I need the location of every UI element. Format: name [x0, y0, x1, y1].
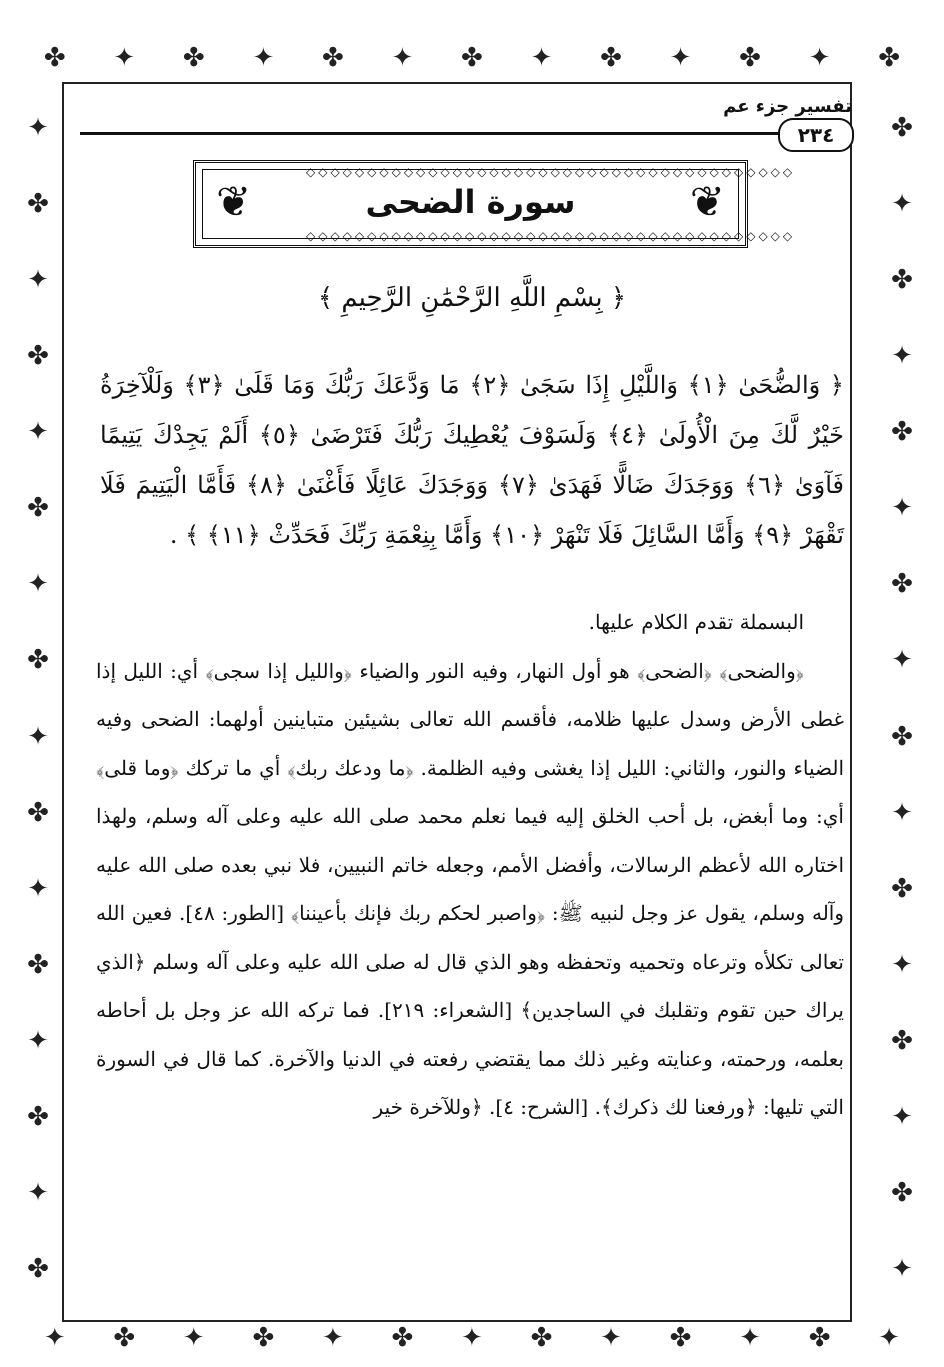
flower-ornament-icon: ✤ [891, 417, 913, 448]
flower-ornament-icon: ✤ [27, 797, 49, 828]
flower-ornament-icon: ✤ [878, 43, 901, 73]
basmala: ﴿ بِسْمِ اللَّهِ الرَّحْمَٰنِ الرَّحِيمِ ﴾ [317, 283, 627, 313]
surah-title: سورة الضحى [365, 183, 576, 221]
flower-ornament-icon: ✦ [891, 1101, 913, 1132]
flower-ornament-icon: ✤ [27, 189, 49, 220]
flower-ornament-icon: ✦ [530, 43, 553, 73]
chain-ornament-icon: ◇◇◇◇◇◇◇◇◇◇◇◇◇◇◇◇◇◇◇◇◇◇◇◇◇◇◇◇◇◇◇◇◇◇◇◇◇◇◇◇ [306, 229, 796, 243]
flower-ornament-icon: ✤ [252, 1323, 275, 1353]
chain-ornament-icon: ◇◇◇◇◇◇◇◇◇◇◇◇◇◇◇◇◇◇◇◇◇◇◇◇◇◇◇◇◇◇◇◇◇◇◇◇◇◇◇◇ [306, 165, 796, 179]
flower-ornament-icon: ✤ [27, 493, 49, 524]
flower-ornament-icon: ✤ [891, 1025, 913, 1056]
flower-ornament-icon: ✦ [391, 43, 414, 73]
flower-ornament-icon: ✤ [27, 949, 49, 980]
flower-ornament-icon: ✤ [27, 341, 49, 372]
flower-ornament-icon: ✦ [27, 873, 49, 904]
flower-ornament-icon: ✤ [808, 1323, 831, 1353]
flower-ornament-icon: ✤ [113, 1323, 136, 1353]
flower-ornament-icon: ✤ [182, 43, 205, 73]
flower-ornament-icon: ✤ [321, 43, 344, 73]
flower-ornament-icon: ✦ [739, 1323, 761, 1353]
flower-ornament-icon: ✦ [182, 1323, 205, 1353]
flower-ornament-icon: ✤ [27, 645, 49, 676]
flower-ornament-icon: ✦ [891, 1253, 913, 1284]
flower-ornament-icon: ✤ [43, 43, 66, 73]
flower-ornament-icon: ✤ [891, 1177, 913, 1208]
flower-ornament-icon: ✤ [891, 569, 913, 600]
flower-ornament-icon: ✦ [891, 949, 913, 980]
flower-ornament-icon: ✤ [891, 113, 913, 144]
flower-ornament-icon: ✦ [891, 189, 913, 220]
flower-ornament-icon: ✦ [891, 341, 913, 372]
flower-ornament-icon: ✦ [27, 417, 49, 448]
flower-ornament-icon: ✤ [530, 1323, 553, 1353]
flower-ornament-icon: ✦ [600, 1323, 622, 1353]
flower-ornament-icon: ✦ [27, 1177, 49, 1208]
quran-verses: ﴿ وَالضُّحَىٰ ﴿١﴾ وَاللَّيْلِ إِذَا سَجَىٰ ﴿٢﴾ مَا وَدَّعَكَ رَبُّكَ وَمَا قَلَىٰ ﴿٣﴾ وَلَلْآخِرَةُ خَيْرٌ لَّكَ مِنَ الْأُولَىٰ ﴿٤﴾ وَلَسَوْفَ يُعْطِيكَ رَبُّكَ فَتَرْضَىٰ ﴿٥﴾ أَلَمْ يَجِدْكَ يَتِيمًا فَآوَىٰ ﴿٦﴾ وَوَجَدَكَ ضَالًّا فَهَدَىٰ ﴿٧﴾ وَوَجَدَكَ عَائِلًا فَأَغْنَىٰ ﴿٨﴾ فَأَمَّا الْيَتِيمَ فَلَا تَقْهَرْ ﴿٩﴾ وَأَمَّا السَّائِلَ فَلَا تَنْهَرْ ﴿١٠﴾ وَأَمَّا بِنِعْمَةِ رَبِّكَ فَحَدِّثْ ﴿١١﴾ ﴾ . [100, 371, 845, 549]
page-number: ٢٣٤ [778, 118, 854, 152]
flower-ornament-icon: ✤ [391, 1323, 414, 1353]
flower-ornament-icon: ✦ [891, 797, 913, 828]
flower-ornament-icon: ✦ [27, 721, 49, 752]
flower-ornament-icon: ✦ [461, 1323, 483, 1353]
flower-ornament-icon: ✤ [461, 43, 483, 73]
bottom-ornament-border [20, 1318, 924, 1358]
flower-ornament-icon: ✦ [43, 1323, 66, 1353]
running-title: تفسير جزء عم [723, 96, 852, 117]
flower-ornament-icon: ✦ [321, 1323, 344, 1353]
flower-ornament-icon: ✤ [600, 43, 622, 73]
paragraph: البسملة تقدم الكلام عليها. [588, 610, 804, 634]
right-ornament-border [882, 90, 922, 1307]
flower-ornament-icon: ✤ [669, 1323, 692, 1353]
flower-ornament-icon: ✦ [27, 265, 49, 296]
flower-ornament-icon: ✤ [891, 265, 913, 296]
flower-ornament-icon: ✤ [891, 873, 913, 904]
flower-ornament-icon: ✤ [891, 721, 913, 752]
arabesque-ornament-icon: ❦ [216, 177, 252, 226]
running-header [80, 96, 852, 126]
flower-ornament-icon: ✦ [808, 43, 831, 73]
flower-ornament-icon: ✦ [878, 1323, 901, 1353]
flower-ornament-icon: ✦ [27, 569, 49, 600]
arabesque-ornament-icon: ❦ [689, 177, 725, 226]
flower-ornament-icon: ✦ [252, 43, 275, 73]
paragraph: ﴿والضحى﴾ ﴿الضحى﴾ هو أول النهار، وفيه النور والضياء ﴿والليل إذا سجى﴾ أي: الليل إذا غطى الأرض وسدل عليها ظلامه، فأقسم الله تعالى بشيئين متباينين أولهما: الضحى وفيه الضياء والنور، والثاني: الليل إذا يغشى وفيه الظلمة. ﴿ما ودعك ربك﴾ أي ما تركك ﴿وما قلى﴾ أي: وما أبغض، بل أحب الخلق إليه فيما نعلم محمد صلى الله عليه وعلى آله وسلم، ولهذا اختاره الله لأعظم الرسالات، وأفضل الأمم، وجعله خاتم النبيين، فلا نبي بعده صلى الله عليه وآله وسلم، يقول عز وجل لنبيه ﷺ: ﴿واصبر لحكم ربك فإنك بأعيننا﴾ [الطور: ٤٨]. فعين الله تعالى تكلأه وترعاه وتحميه وتحفظه وهو الذي قال له صلى الله عليه وعلى آله وسلم ﴿الذي يراك حين تقوم وتقلبك في الساجدين﴾ [الشعراء: ٢١٩]. فما تركه الله عز وجل بل أحاطه بعلمه، ورحمته، وعنايته وغير ذلك مما يقتضي رفعته في الدنيا والآخرة. كما قال في السورة التي تليها: ﴿ورفعنا لك ذكرك﴾. [الشرح: ٤]. ﴿وللآخرة خير [96, 658, 844, 1119]
flower-ornament-icon: ✦ [891, 645, 913, 676]
commentary-body [96, 598, 844, 1132]
flower-ornament-icon: ✦ [113, 43, 136, 73]
flower-ornament-icon: ✦ [27, 1025, 49, 1056]
top-ornament-border [20, 38, 924, 78]
flower-ornament-icon: ✤ [27, 1101, 49, 1132]
left-ornament-border [18, 90, 58, 1307]
surah-title-cartouche [193, 160, 796, 248]
flower-ornament-icon: ✤ [27, 1253, 49, 1284]
flower-ornament-icon: ✦ [27, 113, 49, 144]
flower-ornament-icon: ✦ [669, 43, 692, 73]
flower-ornament-icon: ✦ [891, 493, 913, 524]
flower-ornament-icon: ✤ [739, 43, 761, 73]
header-rule [80, 132, 784, 135]
